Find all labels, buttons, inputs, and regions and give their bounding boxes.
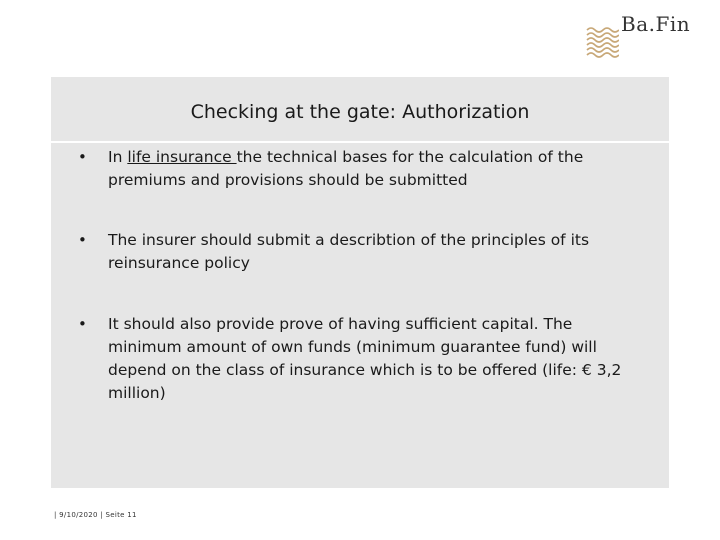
underlined-term: life insurance: [127, 148, 237, 166]
bafin-logo: [585, 8, 705, 60]
bullet-marker: •: [78, 231, 87, 249]
slide-title: Checking at the gate: Authorization: [190, 101, 530, 123]
bullet-text: The insurer should submit a describtion of the principles of its reinsurance policy: [108, 231, 590, 272]
bullet-marker: •: [78, 148, 87, 166]
bullet-list: [51, 77, 669, 488]
logo-text: Ba.Fin: [621, 12, 691, 36]
bullet-text-prefix: In: [108, 148, 128, 166]
footer-date-page: | 9/10/2020 | Seite 11: [54, 511, 137, 519]
bullet-text: It should also provide prove of having sufficient capital. The minimum amount of own funds (minimum guarantee fund) will depend on the class of insurance which is to be offered (life: € 3,2 million): [108, 315, 622, 402]
bullet-text-rest: the technical bases for the calculation of the premiums and provisions should be submitted: [108, 148, 584, 189]
content-panel: [51, 77, 669, 488]
bullet-marker: •: [78, 315, 87, 333]
bafin-wave-mark-icon: [585, 24, 619, 60]
bullet-text: [108, 146, 648, 192]
